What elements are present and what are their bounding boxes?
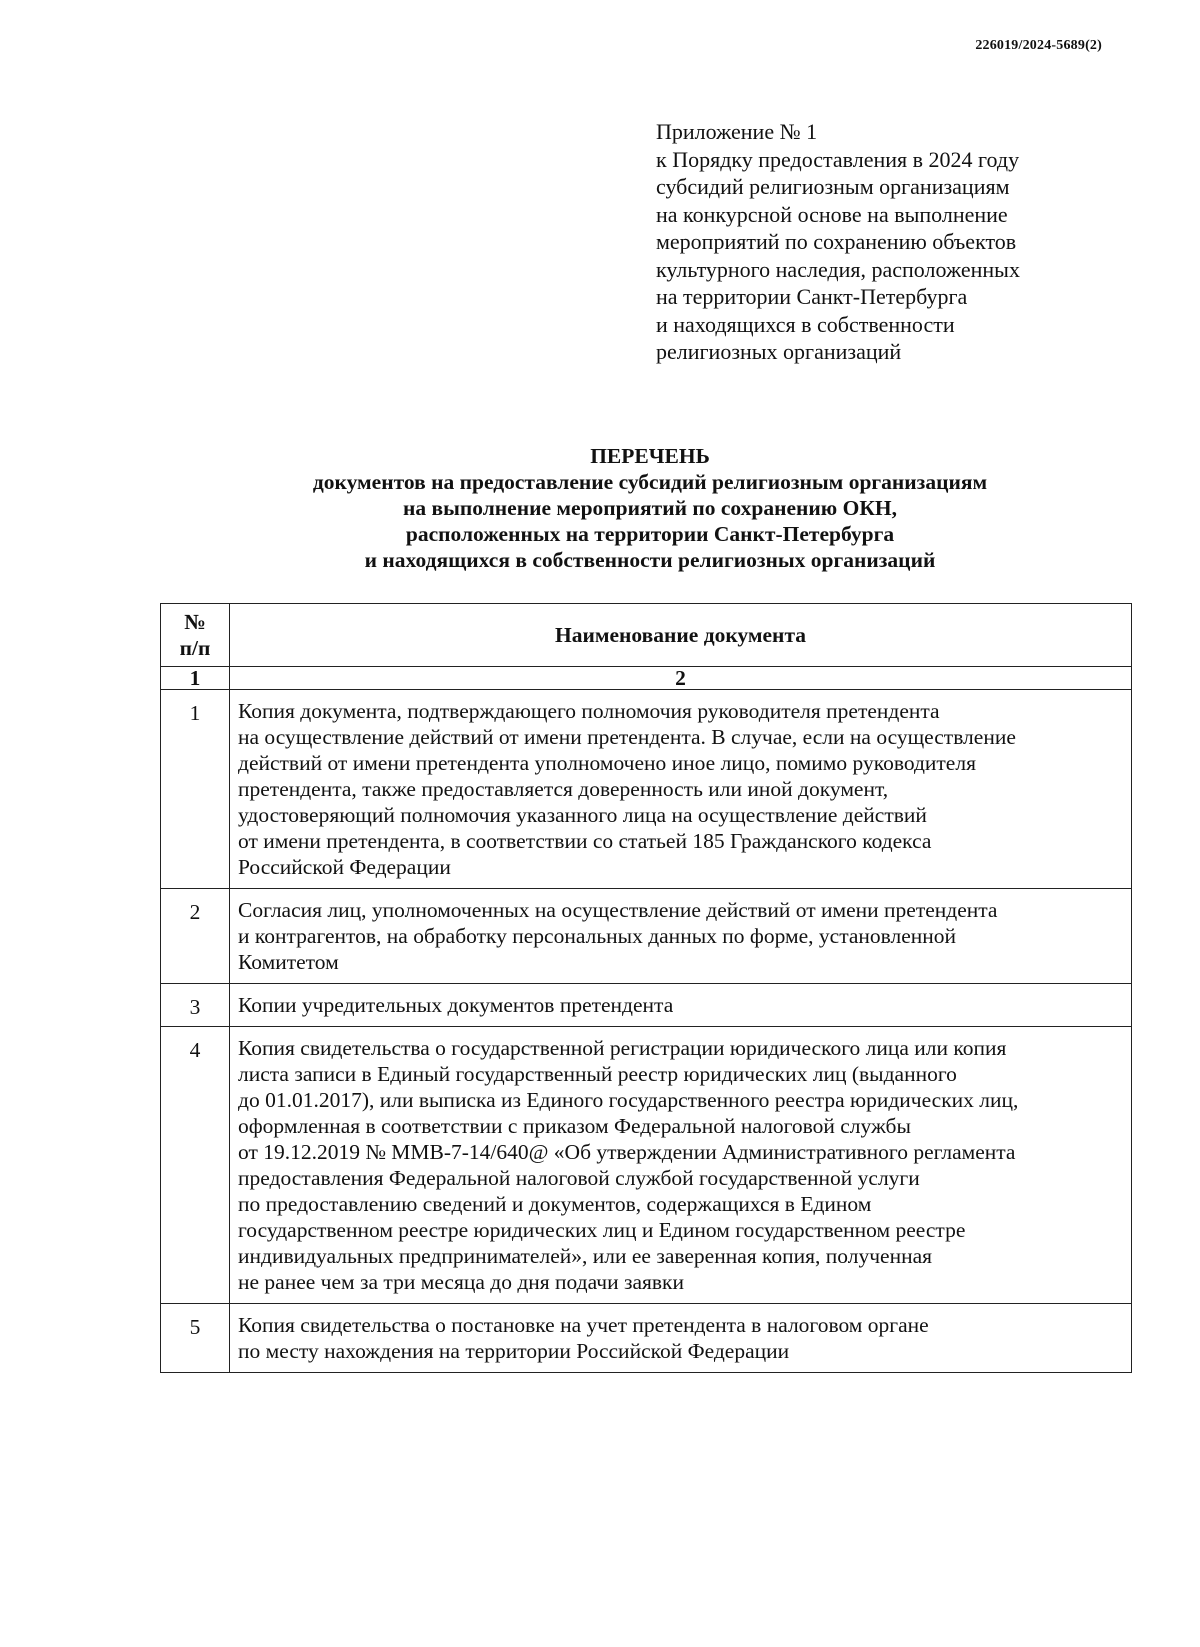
row-text-line: удостоверяющий полномочия указанного лица на осуществление действий (238, 803, 927, 827)
row-number: 5 (161, 1304, 230, 1373)
appendix-note (656, 118, 1116, 366)
appendix-line: и находящихся в собственности (656, 311, 955, 337)
row-text-line: Копия документа, подтверждающего полномочия руководителя претендента (238, 699, 940, 723)
heading-subtitle-line: на выполнение мероприятий по сохранению ОКН, (402, 496, 898, 520)
appendix-line: Приложение № 1 (656, 119, 818, 144)
row-text (230, 690, 1132, 889)
table-row (161, 1027, 1132, 1304)
appendix-line: мероприятий по сохранению объектов (656, 229, 1017, 254)
row-text-line: предоставления Федеральной налоговой службой государственной услуги (238, 1166, 920, 1190)
heading-subtitle-line: и находящихся в собственности религиозных организаций (364, 548, 936, 572)
row-number: 1 (161, 690, 230, 889)
row-text-line: по месту нахождения на территории Российской Федерации (238, 1339, 790, 1363)
row-text-line: до 01.01.2017), или выписка из Единого государственного реестра юридических лиц, (238, 1088, 1019, 1112)
header-num (161, 604, 230, 667)
header-num-label: п/п (179, 636, 211, 660)
row-text-line: от имени претендента, в соответствии со статьей 185 Гражданского кодекса (238, 829, 932, 853)
document-number: 226019/2024-5689(2) (975, 38, 1102, 53)
column-number: 2 (230, 667, 1132, 690)
row-text-line: индивидуальных предпринимателей», или ее заверенная копия, полученная (238, 1244, 933, 1268)
appendix-line: религиозных организаций (656, 339, 902, 364)
row-text (230, 889, 1132, 984)
appendix-line: к Порядку предоставления в 2024 году (656, 146, 1020, 172)
row-text-line: Согласия лиц, уполномоченных на осуществление действий от имени претендента (238, 898, 998, 922)
table-header-row (161, 604, 1132, 667)
row-text (230, 1027, 1132, 1304)
table-row (161, 690, 1132, 889)
documents-table (160, 603, 1132, 1373)
appendix-line: субсидий религиозным организациям (656, 174, 1010, 199)
row-text-line: по предоставлению сведений и документов, содержащихся в Едином (238, 1192, 872, 1216)
header-num-symbol: № (184, 610, 206, 634)
table-row (161, 1304, 1132, 1373)
row-text (230, 984, 1132, 1027)
heading-title: ПЕРЕЧЕНЬ (590, 444, 710, 468)
row-text-line: Копия свидетельства о постановке на учет претендента в налоговом органе (238, 1313, 929, 1337)
document-heading (150, 443, 1150, 573)
header-name: Наименование документа (230, 604, 1132, 667)
row-text-line: и контрагентов, на обработку персональных данных по форме, установленной (238, 924, 957, 948)
row-number: 4 (161, 1027, 230, 1304)
row-text-line: действий от имени претендента уполномочено иное лицо, помимо руководителя (238, 751, 976, 775)
column-numbers-row (161, 667, 1132, 690)
row-text-line: Копии учредительных документов претендента (238, 993, 674, 1017)
row-number: 2 (161, 889, 230, 984)
table-row (161, 984, 1132, 1027)
appendix-line: культурного наследия, расположенных (656, 256, 1020, 282)
appendix-line: на территории Санкт-Петербурга (656, 284, 968, 309)
row-text-line: на осуществление действий от имени претендента. В случае, если на осуществление (238, 725, 1016, 749)
table-row (161, 889, 1132, 984)
heading-subtitle-line: документов на предоставление субсидий религиозным организациям (312, 470, 988, 494)
column-number: 1 (161, 667, 230, 690)
row-text-line: Копия свидетельства о государственной регистрации юридического лица или копия (238, 1036, 1007, 1060)
row-text-line: листа записи в Единый государственный реестр юридических лиц (выданного (238, 1062, 957, 1086)
appendix-line: на конкурсной основе на выполнение (656, 201, 1008, 227)
row-text-line: претендента, также предоставляется доверенность или иной документ, (238, 777, 889, 801)
row-text-line: Российской Федерации (238, 855, 451, 879)
row-number: 3 (161, 984, 230, 1027)
row-text-line: оформленная в соответствии с приказом Федеральной налоговой службы (238, 1114, 911, 1138)
row-text-line: не ранее чем за три месяца до дня подачи заявки (238, 1270, 685, 1294)
row-text-line: Комитетом (238, 950, 339, 974)
row-text-line: от 19.12.2019 № ММВ-7-14/640@ «Об утверждении Административного регламента (238, 1140, 1016, 1164)
row-text (230, 1304, 1132, 1373)
heading-subtitle-line: расположенных на территории Санкт-Петербурга (405, 522, 895, 546)
row-text-line: государственном реестре юридических лиц и Едином государственном реестре (238, 1218, 966, 1242)
